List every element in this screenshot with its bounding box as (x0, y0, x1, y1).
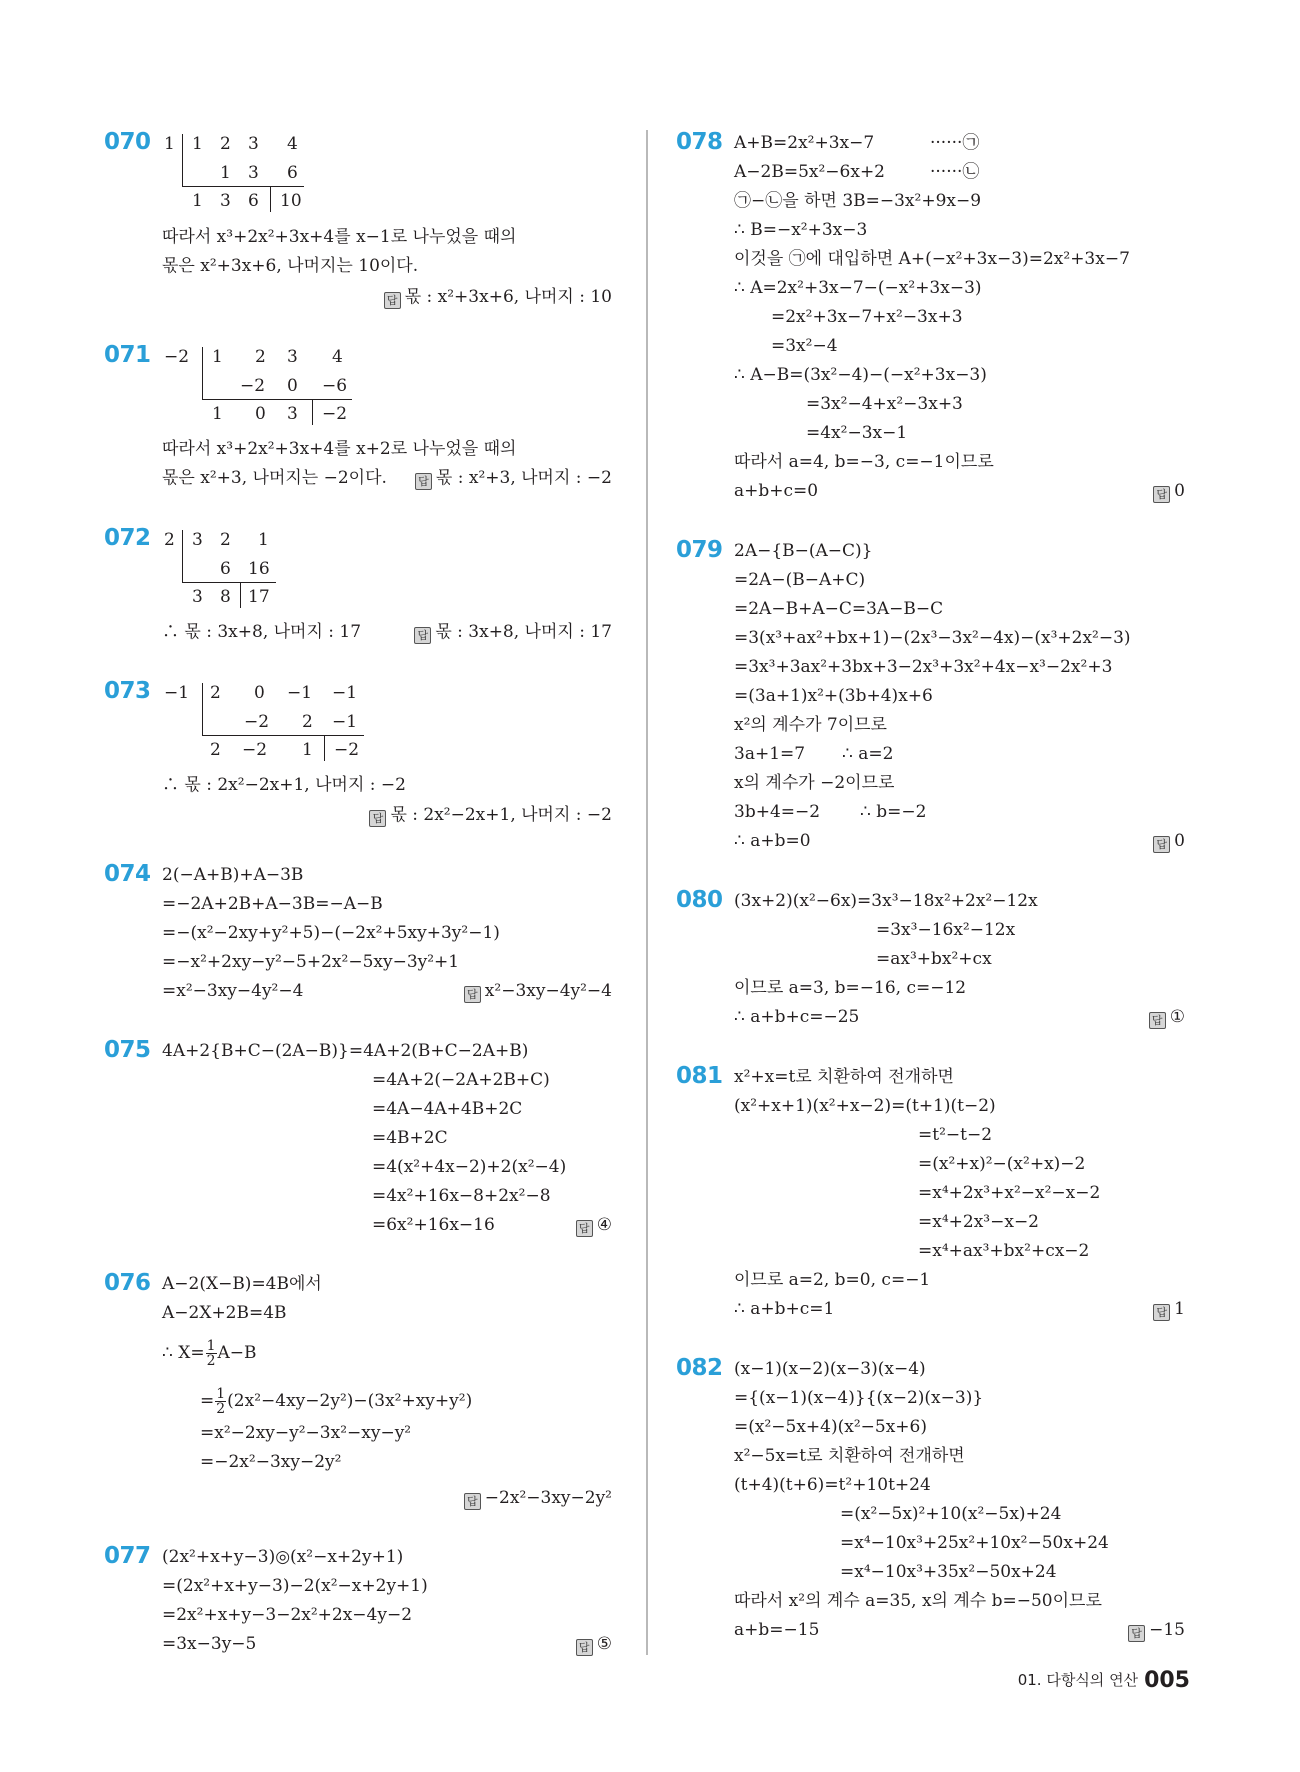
math-line: a+b+c=0 (734, 481, 819, 501)
math-line: ∴ a+b=0 (734, 831, 811, 851)
math-line: 2(−A+B)+A−3B (162, 865, 304, 885)
coef: 1 (212, 347, 223, 367)
problem-number: 076 (104, 1270, 151, 1296)
column-divider (646, 130, 648, 1655)
problem-number: 071 (104, 342, 151, 368)
problem-number: 070 (104, 129, 151, 155)
answer: 답 x²−3xy−4y²−4 (464, 980, 612, 1003)
text-line: 따라서 x³+2x²+3x+4를 x+2로 나누었을 때의 (162, 439, 517, 459)
math-line: =−x²+2xy−y²−5+2x²−5xy−3y²+1 (162, 952, 460, 972)
coef: 6 (287, 163, 298, 183)
math-line: =4x²+16x−8+2x²−8 (372, 1186, 551, 1206)
coef: 16 (248, 559, 270, 579)
math-line: =4B+2C (372, 1128, 448, 1148)
coef: 1 (258, 530, 269, 550)
coef: −6 (322, 376, 348, 396)
coef: 3 (220, 191, 231, 211)
math-line: ={(x−1)(x−4)}{(x−2)(x−3)} (734, 1388, 984, 1408)
coef: 3 (192, 530, 203, 550)
coef: 3 (248, 163, 259, 183)
math-line: ∴ X= $\frac{1}{2}$ A−B (162, 1338, 257, 1369)
math-line: =4A+2(−2A+2B+C) (372, 1070, 550, 1090)
math-line: (3x+2)(x²−6x)=3x³−18x²+2x²−12x (734, 891, 1038, 911)
coef: 1 (212, 404, 223, 424)
answer: 답 −15 (1128, 1619, 1185, 1642)
coef: 0 (255, 404, 266, 424)
problem-number: 081 (676, 1063, 723, 1089)
coef: 2 (210, 740, 221, 760)
math-line: =2x²+x+y−3−2x²+2x−4y−2 (162, 1605, 413, 1625)
coef: 6 (220, 559, 231, 579)
answer: 답 0 (1153, 480, 1185, 503)
math-line: ∴ a=2 (842, 744, 894, 764)
math-line: 따라서 x²의 계수 a=35, x의 계수 b=−50이므로 (734, 1591, 1102, 1611)
problem-number: 074 (104, 861, 151, 887)
text-line: 몫은 x²+3x+6, 나머지는 10이다. (162, 256, 419, 276)
coef: 1 (302, 740, 313, 760)
math-line: =3x−3y−5 (162, 1634, 257, 1654)
equation-marker: ······㉡ (930, 162, 980, 182)
problem-number: 075 (104, 1037, 151, 1063)
math-line: 따라서 a=4, b=−3, c=−1이므로 (734, 452, 994, 472)
math-line: (x−1)(x−2)(x−3)(x−4) (734, 1359, 926, 1379)
answer-icon: 답 (369, 810, 386, 827)
math-line: (t+4)(t+6)=t²+10t+24 (734, 1475, 931, 1495)
coef: −2 (240, 376, 266, 396)
coef: −2 (244, 712, 270, 732)
math-line: =4(x²+4x−2)+2(x²−4) (372, 1157, 567, 1177)
answer: 답 ⑤ (576, 1633, 612, 1656)
coef: 2 (220, 530, 231, 550)
math-line: =(3a+1)x²+(3b+4)x+6 (734, 686, 933, 706)
math-line: ∴ A−B=(3x²−4)−(−x²+3x−3) (734, 365, 987, 385)
math-line: ∴ A=2x²+3x−7−(−x²+3x−3) (734, 278, 982, 298)
coef: 1 (220, 163, 231, 183)
text-line: 몫은 x²+3, 나머지는 −2이다. (162, 468, 387, 488)
page-footer (1018, 1668, 1190, 1693)
problem-number: 080 (676, 887, 723, 913)
math-line: =(2x²+x+y−3)−2(x²−x+2y+1) (162, 1576, 428, 1596)
page-number: 005 (1144, 1668, 1190, 1693)
math-line: =x⁴+2x³−x−2 (918, 1212, 1040, 1232)
coef: 1 (192, 191, 203, 211)
math-line: =3(x³+ax²+bx+1)−(2x³−3x²−4x)−(x³+2x²−3) (734, 628, 1131, 648)
problem-number: 082 (676, 1355, 723, 1381)
math-line: =6x²+16x−16 (372, 1215, 495, 1235)
math-line: (x²+x+1)(x²+x−2)=(t+1)(t−2) (734, 1096, 996, 1116)
coef: 2 (255, 347, 266, 367)
math-line: 3a+1=7 (734, 744, 806, 764)
coef: −1 (287, 683, 313, 703)
coef: −1 (332, 712, 358, 732)
coef: 2 (302, 712, 313, 732)
math-line: 이것을 ㉠에 대입하면 A+(−x²+3x−3)=2x²+3x−7 (734, 249, 1130, 269)
answer-icon: 답 (1149, 1012, 1166, 1029)
coef: −2 (242, 740, 268, 760)
remainder: 10 (280, 191, 302, 211)
math-line: A+B=2x²+3x−7 (734, 133, 875, 153)
math-line: ∴ b=−2 (860, 802, 927, 822)
fraction: $\frac{1}{2}$ (216, 1386, 226, 1417)
math-line: =2A−B+A−C=3A−B−C (734, 599, 944, 619)
math-line: =3x²−4+x²−3x+3 (806, 394, 963, 414)
problem-number: 077 (104, 1543, 151, 1569)
answer-icon: 답 (1153, 836, 1170, 853)
math-line: =−2x²−3xy−2y² (200, 1452, 342, 1472)
problem-number: 072 (104, 525, 151, 551)
math-line: =x⁴+ax³+bx²+cx−2 (918, 1241, 1090, 1261)
math-line: =x²−2xy−y²−3x²−xy−y² (200, 1423, 412, 1443)
coef: 3 (248, 134, 259, 154)
coef: 2 (210, 683, 221, 703)
answer-icon: 답 (1153, 486, 1170, 503)
answer: 답 1 (1153, 1298, 1185, 1321)
coef: 6 (248, 191, 259, 211)
math-line: =3x³+3ax²+3bx+3−2x³+3x²+4x−x³−2x²+3 (734, 657, 1113, 677)
coef: 3 (287, 347, 298, 367)
divisor: −2 (164, 347, 190, 367)
coef: 3 (192, 587, 203, 607)
text-line: 따라서 x³+2x²+3x+4를 x−1로 나누었을 때의 (162, 227, 517, 247)
answer-icon: 답 (415, 473, 432, 490)
coef: 0 (254, 683, 265, 703)
answer-icon: 답 (464, 986, 481, 1003)
coef: −1 (332, 683, 358, 703)
math-line: =ax³+bx²+cx (876, 949, 992, 969)
math-line: 2A−{B−(A−C)} (734, 541, 873, 561)
math-line: x²의 계수가 7이므로 (734, 715, 887, 735)
problem-number: 078 (676, 129, 723, 155)
math-line: =x⁴−10x³+35x²−50x+24 (840, 1562, 1057, 1582)
math-line: (2x²+x+y−3)◎(x²−x+2y+1) (162, 1547, 404, 1567)
math-line: =4x²−3x−1 (806, 423, 908, 443)
math-line: =t²−t−2 (918, 1125, 993, 1145)
coef: 3 (287, 404, 298, 424)
answer-icon: 답 (1128, 1625, 1145, 1642)
divisor: 2 (164, 530, 175, 550)
answer: 답 몫 : x²+3, 나머지 : −2 (415, 467, 612, 490)
problem-number: 073 (104, 678, 151, 704)
math-line: =x⁴−10x³+25x²+10x²−50x+24 (840, 1533, 1109, 1553)
fraction: $\frac{1}{2}$ (206, 1338, 216, 1369)
answer: 답 ① (1149, 1006, 1185, 1029)
math-line: x의 계수가 −2이므로 (734, 773, 895, 793)
math-line: =4A−4A+4B+2C (372, 1099, 523, 1119)
answer: 답 0 (1153, 830, 1185, 853)
text-line: ∴ 몫 : 3x+8, 나머지 : 17 (162, 622, 362, 642)
math-line: A−2(X−B)=4B에서 (162, 1274, 322, 1294)
answer: 답 ④ (576, 1214, 612, 1237)
answer-icon: 답 (384, 292, 401, 309)
divisor: −1 (164, 683, 190, 703)
coef: 4 (287, 134, 298, 154)
math-line: A−2X+2B=4B (162, 1303, 287, 1323)
math-line: =x²−3xy−4y²−4 (162, 981, 304, 1001)
remainder: −2 (322, 404, 348, 424)
math-line: x²+x=t로 치환하여 전개하면 (734, 1067, 954, 1087)
math-line: =x⁴+2x³+x²−x²−x−2 (918, 1183, 1101, 1203)
math-line: =2A−(B−A+C) (734, 570, 866, 590)
divisor: 1 (164, 134, 175, 154)
answer-icon: 답 (576, 1639, 593, 1656)
math-line: =−(x²−2xy+y²+5)−(−2x²+5xy+3y²−1) (162, 923, 500, 943)
answer: 답 −2x²−3xy−2y² (464, 1487, 612, 1510)
answer: 답 몫 : 2x²−2x+1, 나머지 : −2 (369, 804, 612, 827)
text-line: ∴ 몫 : 2x²−2x+1, 나머지 : −2 (162, 775, 406, 795)
answer: 답 몫 : 3x+8, 나머지 : 17 (414, 621, 612, 644)
math-line: A−2B=5x²−6x+2 (734, 162, 885, 182)
equation-marker: ······㉠ (930, 133, 980, 153)
answer-icon: 답 (464, 1493, 481, 1510)
answer-icon: 답 (414, 627, 431, 644)
math-line: a+b=−15 (734, 1620, 820, 1640)
math-line: 이므로 a=2, b=0, c=−1 (734, 1270, 931, 1290)
answer-icon: 답 (1153, 1304, 1170, 1321)
math-line: ∴ B=−x²+3x−3 (734, 220, 868, 240)
coef: 4 (332, 347, 343, 367)
chapter-title: 01. 다항식의 연산 (1017, 1671, 1139, 1689)
math-line: 이므로 a=3, b=−16, c=−12 (734, 978, 967, 998)
remainder: −2 (334, 740, 360, 760)
math-line: ∴ a+b+c=1 (734, 1299, 835, 1319)
answer: 답 몫 : x²+3x+6, 나머지 : 10 (384, 286, 612, 309)
math-line: =3x²−4 (771, 336, 838, 356)
answer-icon: 답 (576, 1220, 593, 1237)
math-line: =2x²+3x−7+x²−3x+3 (771, 307, 963, 327)
coef: 0 (287, 376, 298, 396)
coef: 1 (192, 134, 203, 154)
math-line: x²−5x=t로 치환하여 전개하면 (734, 1446, 965, 1466)
math-line: ㉠−㉡을 하면 3B=−3x²+9x−9 (734, 191, 982, 211)
math-line: =(x²+x)²−(x²+x)−2 (918, 1154, 1086, 1174)
math-line: =(x²−5x+4)(x²−5x+6) (734, 1417, 927, 1437)
math-line: 4A+2{B+C−(2A−B)}=4A+2(B+C−2A+B) (162, 1041, 529, 1061)
math-line: 3b+4=−2 (734, 802, 821, 822)
math-line: =3x³−16x²−12x (876, 920, 1016, 940)
math-line: =−2A+2B+A−3B=−A−B (162, 894, 383, 914)
math-line: ∴ a+b+c=−25 (734, 1007, 860, 1027)
math-line: = $\frac{1}{2}$ (2x²−4xy−2y²)−(3x²+xy+y²) (200, 1386, 473, 1417)
math-line: =(x²−5x)²+10(x²−5x)+24 (840, 1504, 1062, 1524)
problem-number: 079 (676, 537, 723, 563)
coef: 2 (220, 134, 231, 154)
remainder: 17 (248, 587, 270, 607)
coef: 8 (220, 587, 231, 607)
